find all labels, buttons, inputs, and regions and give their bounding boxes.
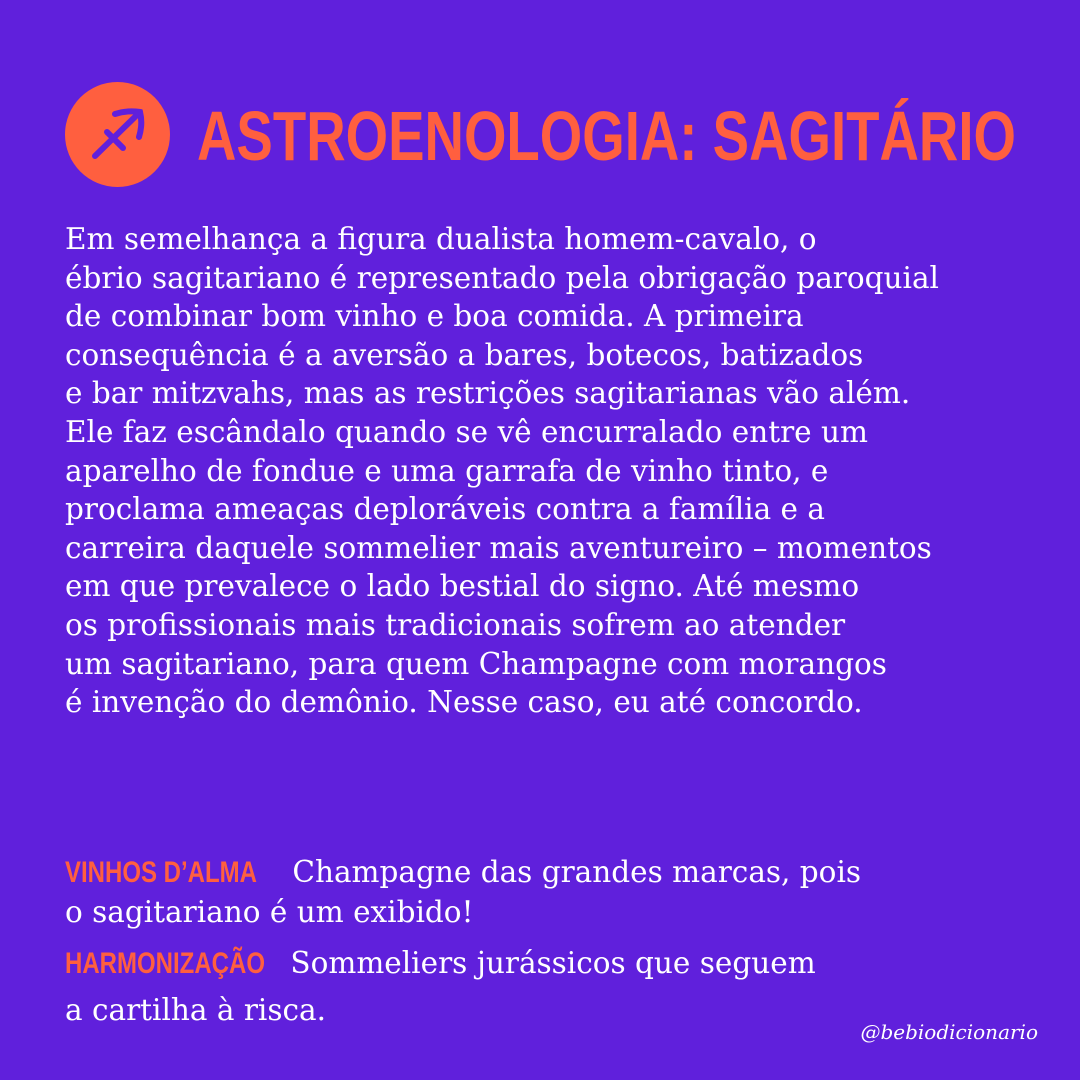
- body-line: e bar mitzvahs, mas as restrições sagitarianas vão além.: [65, 376, 911, 411]
- body-line: carreira daquele sommelier mais aventureiro – momentos: [65, 530, 932, 565]
- vinhos-label: VINHOS D’ALMA: [65, 856, 257, 889]
- harmonizacao-line-1: [65, 943, 816, 984]
- body-text: [65, 220, 939, 722]
- body-line: os profissionais mais tradicionais sofrem ao atender: [65, 607, 846, 642]
- vinhos-line-1: [65, 852, 861, 893]
- vinhos-text: Champagne das grandes marcas, pois: [292, 855, 862, 889]
- sagittarius-icon: [65, 82, 170, 187]
- body-line: é invenção do demônio. Nesse caso, eu até concordo.: [65, 685, 863, 720]
- body-line: proclama ameaças deploráveis contra a família e a: [65, 492, 825, 527]
- body-line: ébrio sagitariano é representado pela obrigação paroquial: [65, 260, 939, 295]
- vinhos-line-2: o sagitariano é um exibido!: [65, 895, 474, 929]
- body-line: um sagitariano, para quem Champagne com morangos: [65, 646, 887, 681]
- harmonizacao-line-2: a cartilha à risca.: [65, 993, 326, 1027]
- body-line: Ele faz escândalo quando se vê encurralado entre um: [65, 414, 868, 449]
- harmonizacao-label: HARMONIZAÇÃO: [65, 947, 265, 980]
- body-line: em que prevalece o lado bestial do signo. Até mesmo: [65, 569, 860, 604]
- body-line: Em semelhança a figura dualista homem-cavalo, o: [65, 222, 817, 256]
- body-line: aparelho de fondue e uma garrafa de vinho tinto, e: [65, 453, 829, 488]
- author-handle: @bebiodicionario: [860, 1020, 1038, 1044]
- sagittarius-badge: [65, 82, 170, 187]
- page-title: ASTROENOLOGIA: SAGITÁRIO: [197, 97, 1016, 175]
- body-line: de combinar bom vinho e boa comida. A primeira: [65, 299, 804, 334]
- body-line: consequência é a aversão a bares, botecos, batizados: [65, 337, 864, 372]
- harmonizacao-text: Sommeliers jurássicos que seguem: [290, 946, 816, 980]
